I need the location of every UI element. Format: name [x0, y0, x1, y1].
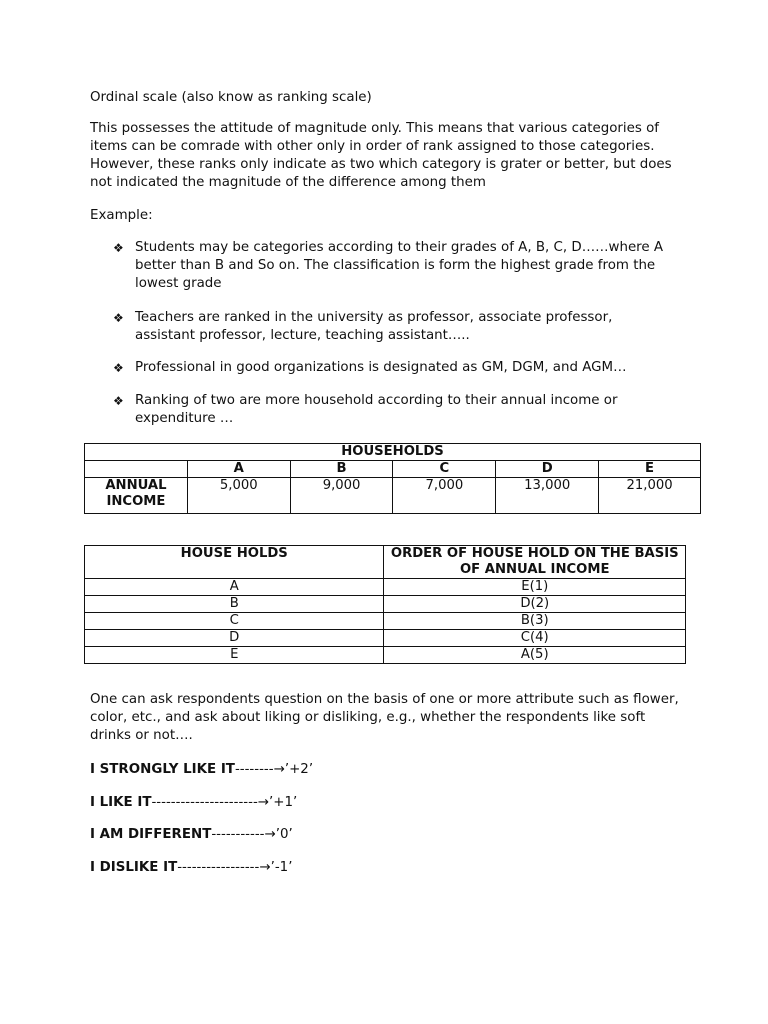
scale-value: ’+2’ — [284, 762, 314, 777]
example-label: Example: — [90, 208, 153, 223]
scale-dashes: ---------------------- — [151, 795, 258, 810]
diamond-bullet-icon: ❖ — [113, 241, 124, 255]
scale-label: I DISLIKE IT — [90, 860, 178, 875]
scale-dashes: ----------------- — [177, 860, 260, 875]
section-heading: Ordinal scale (also know as ranking scale) — [90, 90, 372, 105]
bullet-item — [113, 239, 673, 293]
closing-paragraph: One can ask respondents question on the basis of one or more attribute such as flower, color, etc., and ask about liking or disliking, e.g., whether the respondents like soft drinks or not…. — [90, 692, 679, 743]
intro-paragraph: This possesses the attitude of magnitude only. This means that various categories of items can be comrade with other only in order of rank assigned to those categories. However, these ranks only indicate as two which category is grater or better, but does not indicated the magnitude of the difference among them — [90, 121, 672, 190]
row-label: ANNUAL INCOME — [85, 478, 188, 514]
scale-label: I STRONGLY LIKE IT — [90, 762, 235, 777]
bullet-text: Teachers are ranked in the university as professor, associate professor, assistant professor, lecture, teaching assistant….. — [135, 310, 613, 343]
table-cell: D(2) — [384, 596, 686, 613]
scale-line — [90, 826, 293, 844]
bullet-item — [113, 392, 673, 428]
scale-line — [90, 859, 292, 877]
table-cell: 21,000 — [599, 478, 701, 514]
arrow-right-icon: → — [273, 762, 285, 777]
table-cell: A(5) — [384, 647, 686, 664]
column-header: C — [393, 461, 496, 478]
scale-label: I LIKE IT — [90, 795, 152, 810]
diamond-bullet-icon: ❖ — [113, 394, 124, 408]
table-cell: 7,000 — [393, 478, 496, 514]
table-cell: 9,000 — [290, 478, 393, 514]
household-order-table — [84, 545, 686, 664]
column-header: E — [599, 461, 701, 478]
column-header: B — [290, 461, 393, 478]
diamond-bullet-icon: ❖ — [113, 361, 124, 375]
scale-value: ’0’ — [275, 827, 293, 842]
table-cell: C — [85, 613, 384, 630]
scale-line — [90, 761, 313, 779]
scale-value: ’-1’ — [270, 860, 293, 875]
column-header: ORDER OF HOUSE HOLD ON THE BASIS OF ANNUAL INCOME — [384, 546, 686, 579]
table-cell: 5,000 — [187, 478, 290, 514]
table-cell: C(4) — [384, 630, 686, 647]
table-cell: E(1) — [384, 579, 686, 596]
table-cell: E — [85, 647, 384, 664]
bullet-item — [113, 359, 673, 377]
scale-value: ’+1’ — [269, 795, 298, 810]
column-header: HOUSE HOLDS — [85, 546, 384, 579]
table-cell: 13,000 — [496, 478, 599, 514]
arrow-right-icon: → — [259, 860, 271, 875]
bullet-text: Students may be categories according to their grades of A, B, C, D……where A better than B and So on. The classification is form the highest grade from the lowest grade — [135, 240, 664, 291]
table-cell: D — [85, 630, 384, 647]
diamond-bullet-icon: ❖ — [113, 311, 124, 325]
column-header: A — [187, 461, 290, 478]
table-cell: A — [85, 579, 384, 596]
table-cell: B — [85, 596, 384, 613]
bullet-text: Professional in good organizations is designated as GM, DGM, and AGM… — [135, 360, 627, 375]
column-header: D — [496, 461, 599, 478]
scale-dashes: ----------- — [211, 827, 265, 842]
scale-label: I AM DIFFERENT — [90, 827, 212, 842]
arrow-right-icon: → — [257, 795, 270, 810]
empty-header-cell — [85, 461, 188, 478]
households-income-table — [84, 443, 701, 514]
table-title: HOUSEHOLDS — [85, 444, 701, 461]
table-cell: B(3) — [384, 613, 686, 630]
scale-line — [90, 794, 297, 812]
scale-dashes: -------- — [234, 762, 274, 777]
bullet-item — [113, 309, 673, 345]
arrow-right-icon: → — [264, 827, 276, 842]
bullet-text: Ranking of two are more household according to their annual income or expenditure … — [135, 393, 618, 426]
